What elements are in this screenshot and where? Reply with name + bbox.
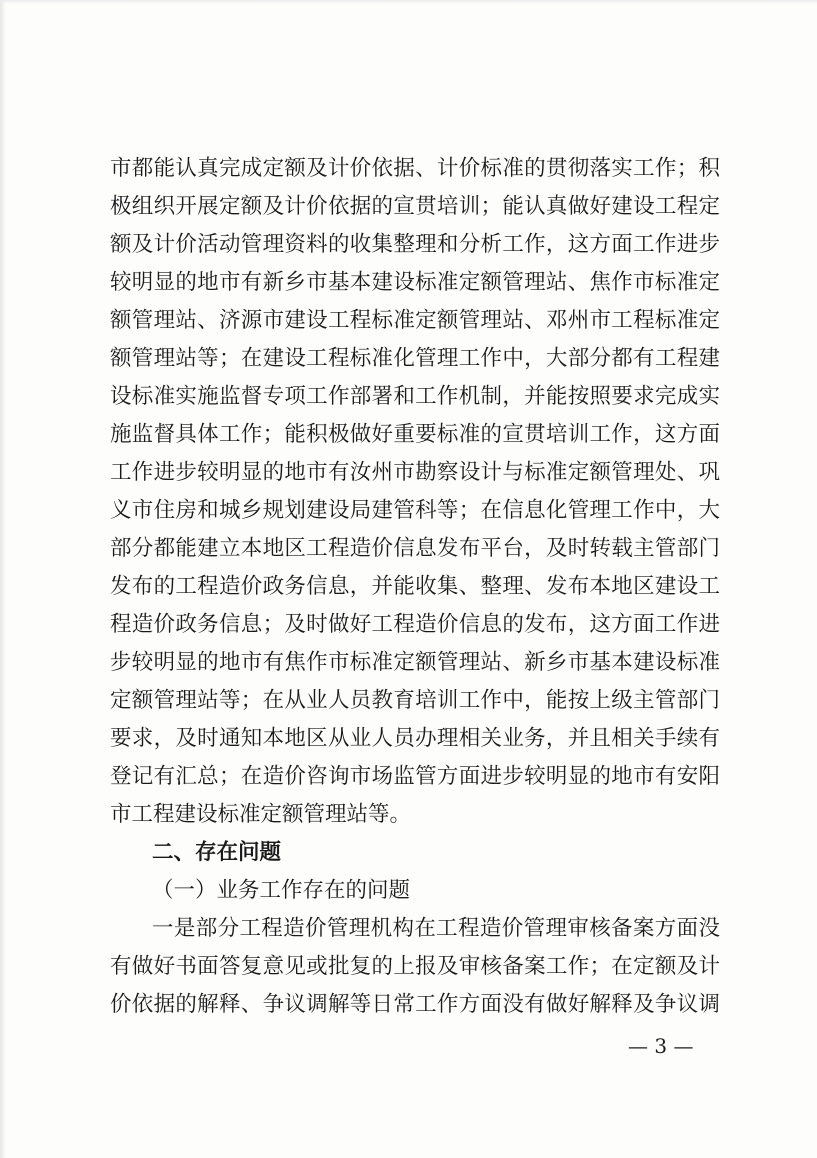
paragraph-line: 定额管理站等；在从业人员教育培训工作中，能按上级主管部门 [110,688,720,713]
paragraph-line: 较明显的地市有新乡市基本建设标准定额管理站、焦作市标准定 [110,270,720,295]
paragraph-line: 登记有汇总；在造价咨询市场监管方面进步较明显的地市有安阳 [110,764,720,789]
paragraph-line: 市都能认真完成定额及计价依据、计价标准的贯彻落实工作；积 [110,156,720,181]
paragraph-line: 设标准实施监督专项工作部署和工作机制，并能按照要求完成实 [110,384,720,409]
subsection-heading: （一）业务工作存在的问题 [152,878,411,903]
paragraph-line: 工作进步较明显的地市有汝州市勘察设计与标准定额管理处、巩 [110,460,720,485]
paragraph-line: 步较明显的地市有焦作市标准定额管理站、新乡市基本建设标准 [110,650,720,675]
paragraph-line: 一是部分工程造价管理机构在工程造价管理审核备案方面没 [152,916,720,941]
paragraph-line: 发布的工程造价政务信息，并能收集、整理、发布本地区建设工 [110,574,720,599]
document-body [110,150,720,1024]
paragraph-line: 有做好书面答复意见或批复的上报及审核备案工作；在定额及计 [110,954,720,979]
paragraph-line: 要求，及时通知本地区从业人员办理相关业务，并且相关手续有 [110,726,720,751]
paragraph-line: 极组织开展定额及计价依据的宣贯培训；能认真做好建设工程定 [110,194,720,219]
paragraph-line: 程造价政务信息；及时做好工程造价信息的发布，这方面工作进 [110,612,720,637]
paragraph-line: 额管理站等；在建设工程标准化管理工作中，大部分都有工程建 [110,346,720,371]
section-heading: 二、存在问题 [152,840,282,865]
paragraph-line: 施监督具体工作；能积极做好重要标准的宣贯培训工作，这方面 [110,422,720,447]
paragraph-line: 额管理站、济源市建设工程标准定额管理站、邓州市工程标准定 [110,308,720,333]
scan-edge-shadow-top [0,0,817,4]
paragraph-line: 市工程建设标准定额管理站等。 [110,802,412,827]
page-number: — 3 — [628,1034,694,1058]
paragraph-line: 部分都能建立本地区工程造价信息发布平台，及时转载主管部门 [110,536,720,561]
paragraph-line: 额及计价活动管理资料的收集整理和分析工作，这方面工作进步 [110,232,720,257]
paragraph-line: 价依据的解释、争议调解等日常工作方面没有做好解释及争议调 [110,992,720,1017]
paragraph-line: 义市住房和城乡规划建设局建管科等；在信息化管理工作中，大 [110,498,720,523]
scan-edge-shadow [0,0,6,1158]
